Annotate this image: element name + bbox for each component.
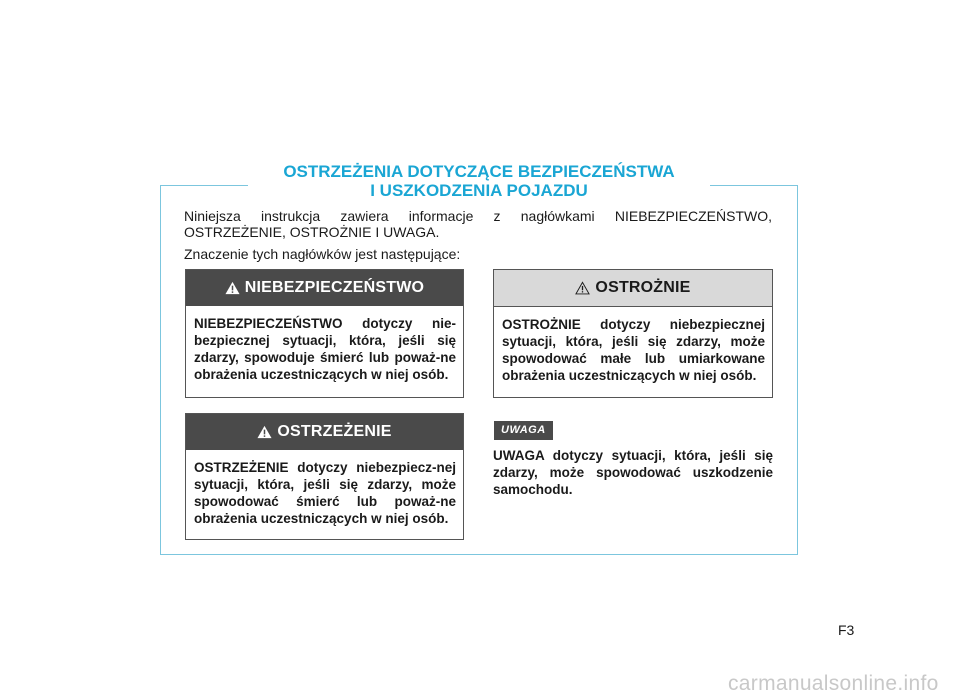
- warning-triangle-outline-icon: [575, 281, 590, 295]
- warning-header: [186, 414, 463, 450]
- page-number: F3: [838, 622, 855, 638]
- caution-label: OSTROŻNIE: [595, 279, 691, 296]
- warning-box: [185, 413, 464, 540]
- caution-box: [493, 269, 773, 398]
- danger-box: [185, 269, 464, 398]
- intro-paragraph-1: Niniejsza instrukcja zawiera informacje z nagłówkami NIEBEZPIECZEŃSTWO, OSTRZEŻENIE, OSTROŻNIE I UWAGA.: [184, 208, 772, 240]
- danger-label: NIEBEZPIECZEŃSTWO: [244, 279, 425, 296]
- intro-text: [184, 208, 772, 268]
- section-title: [248, 162, 710, 200]
- warning-label: OSTRZEŻENIE: [277, 423, 392, 440]
- danger-header: [186, 270, 463, 306]
- danger-text: NIEBEZPIECZEŃSTWO dotyczy nie-bezpiecznej sytuacji, która, jeśli się zdarzy, spowoduje śmierć lub poważ-ne obrażenia uczestniczących w niej osób.: [194, 316, 456, 382]
- caution-header: [494, 270, 772, 307]
- section-title-line1: OSTRZEŻENIA DOTYCZĄCE BEZPIECZEŃSTWA: [283, 162, 675, 181]
- warning-text: OSTRZEŻENIE dotyczy niebezpiecz-nej sytuacji, która, jeśli się zdarzy, może spowodować śmierć lub poważ-ne obrażenia uczestniczących w niej osób.: [194, 460, 456, 526]
- notice-text: UWAGA dotyczy sytuacji, która, jeśli się zdarzy, może spowodować uszkodzenie samochodu.: [493, 448, 773, 497]
- caution-text: OSTROŻNIE dotyczy niebezpiecznej sytuacji, która, jeśli się zdarzy, może spowodować małe lub umiarkowane obrażenia uczestniczących w niej osób.: [502, 317, 765, 383]
- watermark: carmanualsonline.info: [728, 672, 939, 695]
- warning-triangle-icon: [257, 425, 272, 439]
- notice-badge: UWAGA: [494, 421, 553, 440]
- section-title-line2: I USZKODZENIA POJAZDU: [370, 181, 588, 200]
- warning-triangle-icon: [225, 281, 240, 295]
- intro-paragraph-2: Znaczenie tych nagłówków jest następujące:: [184, 246, 461, 262]
